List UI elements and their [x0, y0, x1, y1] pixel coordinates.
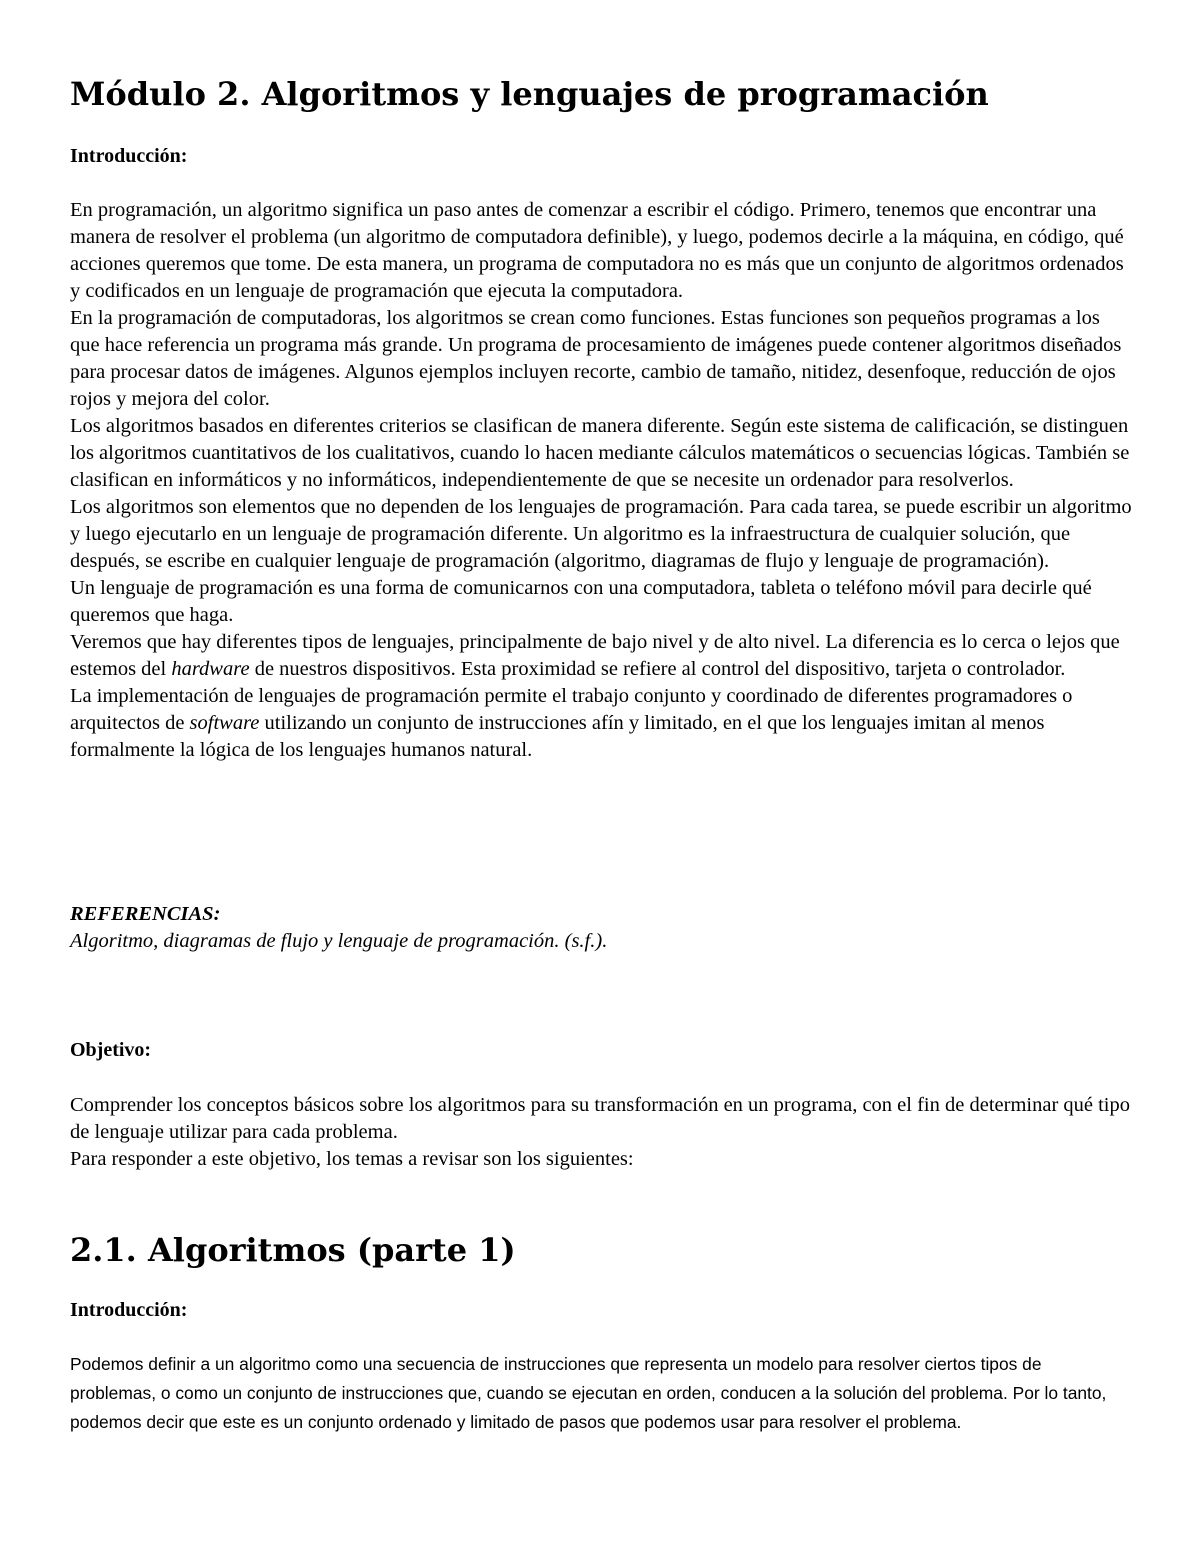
intro-paragraph: Un lenguaje de programación es una forma de comunicarnos con una computadora, tableta o teléfono móvil para decirle qué queremos que haga.	[70, 577, 1092, 626]
section-intro-label: Introducción:	[70, 1299, 188, 1321]
intro-paragraph	[70, 629, 1132, 683]
objective-paragraph: Comprender los conceptos básicos sobre los algoritmos para su transformación en un programa, con el fin de determinar qué tipo de lenguaje utilizar para cada problema.	[70, 1094, 1131, 1143]
objective-body	[70, 1092, 1132, 1173]
paragraph-text: La implementación de lenguajes de programación permite el trabajo conjunto y coordinado de diferentes programadores o arquitectos de	[70, 685, 1073, 734]
paragraph-text: de nuestros dispositivos. Esta proximidad se refiere al control del dispositivo, tarjeta o controlador.	[249, 658, 1066, 680]
page-title: Módulo 2. Algoritmos y lenguajes de programación	[70, 75, 989, 113]
intro-paragraph: En la programación de computadoras, los algoritmos se crean como funciones. Estas funciones son pequeños programas a los que hace referencia un programa más grande. Un programa de procesamiento de imágenes puede contener algoritmos diseñados para procesar datos de imágenes. Algunos ejemplos incluyen recorte, cambio de tamaño, nitidez, desenfoque, reducción de ojos rojos y mejora del color.	[70, 307, 1122, 410]
references-title: REFERENCIAS:	[70, 903, 221, 925]
reference-item: Algoritmo, diagramas de flujo y lenguaje de programación. (s.f.).	[70, 930, 608, 952]
emphasis-software: software	[189, 712, 260, 734]
section-title: 2.1. Algoritmos (parte 1)	[70, 1231, 516, 1269]
intro-body	[70, 197, 1132, 764]
paragraph-text: utilizando un conjunto de instrucciones afín y limitado, en el que los lenguajes imitan al menos formalmente la lógica de los lenguajes humanos natural.	[70, 712, 1045, 761]
intro-paragraph: Los algoritmos son elementos que no dependen de los lenguajes de programación. Para cada tarea, se puede escribir un algoritmo y luego ejecutarlo en un lenguaje de programación diferente. Un algoritmo es la infraestructura de cualquier solución, que después, se escribe en cualquier lenguaje de programación (algoritmo, diagramas de flujo y lenguaje de programación).	[70, 496, 1132, 572]
objective-paragraph: Para responder a este objetivo, los temas a revisar son los siguientes:	[70, 1148, 634, 1170]
paragraph-text: Veremos que hay diferentes tipos de lenguajes, principalmente de bajo nivel y de alto nivel. La diferencia es lo cerca o lejos que estemos del	[70, 631, 1120, 680]
intro-label: Introducción:	[70, 145, 188, 167]
emphasis-hardware: hardware	[171, 658, 250, 680]
intro-paragraph: Los algoritmos basados en diferentes criterios se clasifican de manera diferente. Según este sistema de calificación, se distinguen los algoritmos cuantitativos de los cualitativos, cuando lo hacen mediante cálculos matemáticos o secuencias lógicas. También se clasifican en informáticos y no informáticos, independientemente de que se necesite un ordenador para resolverlos.	[70, 415, 1130, 491]
intro-paragraph	[70, 683, 1132, 764]
references	[70, 901, 607, 955]
intro-paragraph: En programación, un algoritmo significa un paso antes de comenzar a escribir el código. Primero, tenemos que encontrar una manera de resolver el problema (un algoritmo de computadora definible), y luego, podemos decirle a la máquina, en código, qué acciones queremos que tome. De esta manera, un programa de computadora no es más que un conjunto de algoritmos ordenados y codificados en un lenguaje de programación que ejecuta la computadora.	[70, 199, 1124, 302]
section-paragraph: Podemos definir a un algoritmo como una secuencia de instrucciones que representa un modelo para resolver ciertos tipos de problemas, o como un conjunto de instrucciones que, cuando se ejecutan en orden, conducen a la solución del problema. Por lo tanto, podemos decir que este es un conjunto ordenado y limitado de pasos que podemos usar para resolver el problema.	[70, 1354, 1107, 1432]
objective-label: Objetivo:	[70, 1039, 152, 1061]
